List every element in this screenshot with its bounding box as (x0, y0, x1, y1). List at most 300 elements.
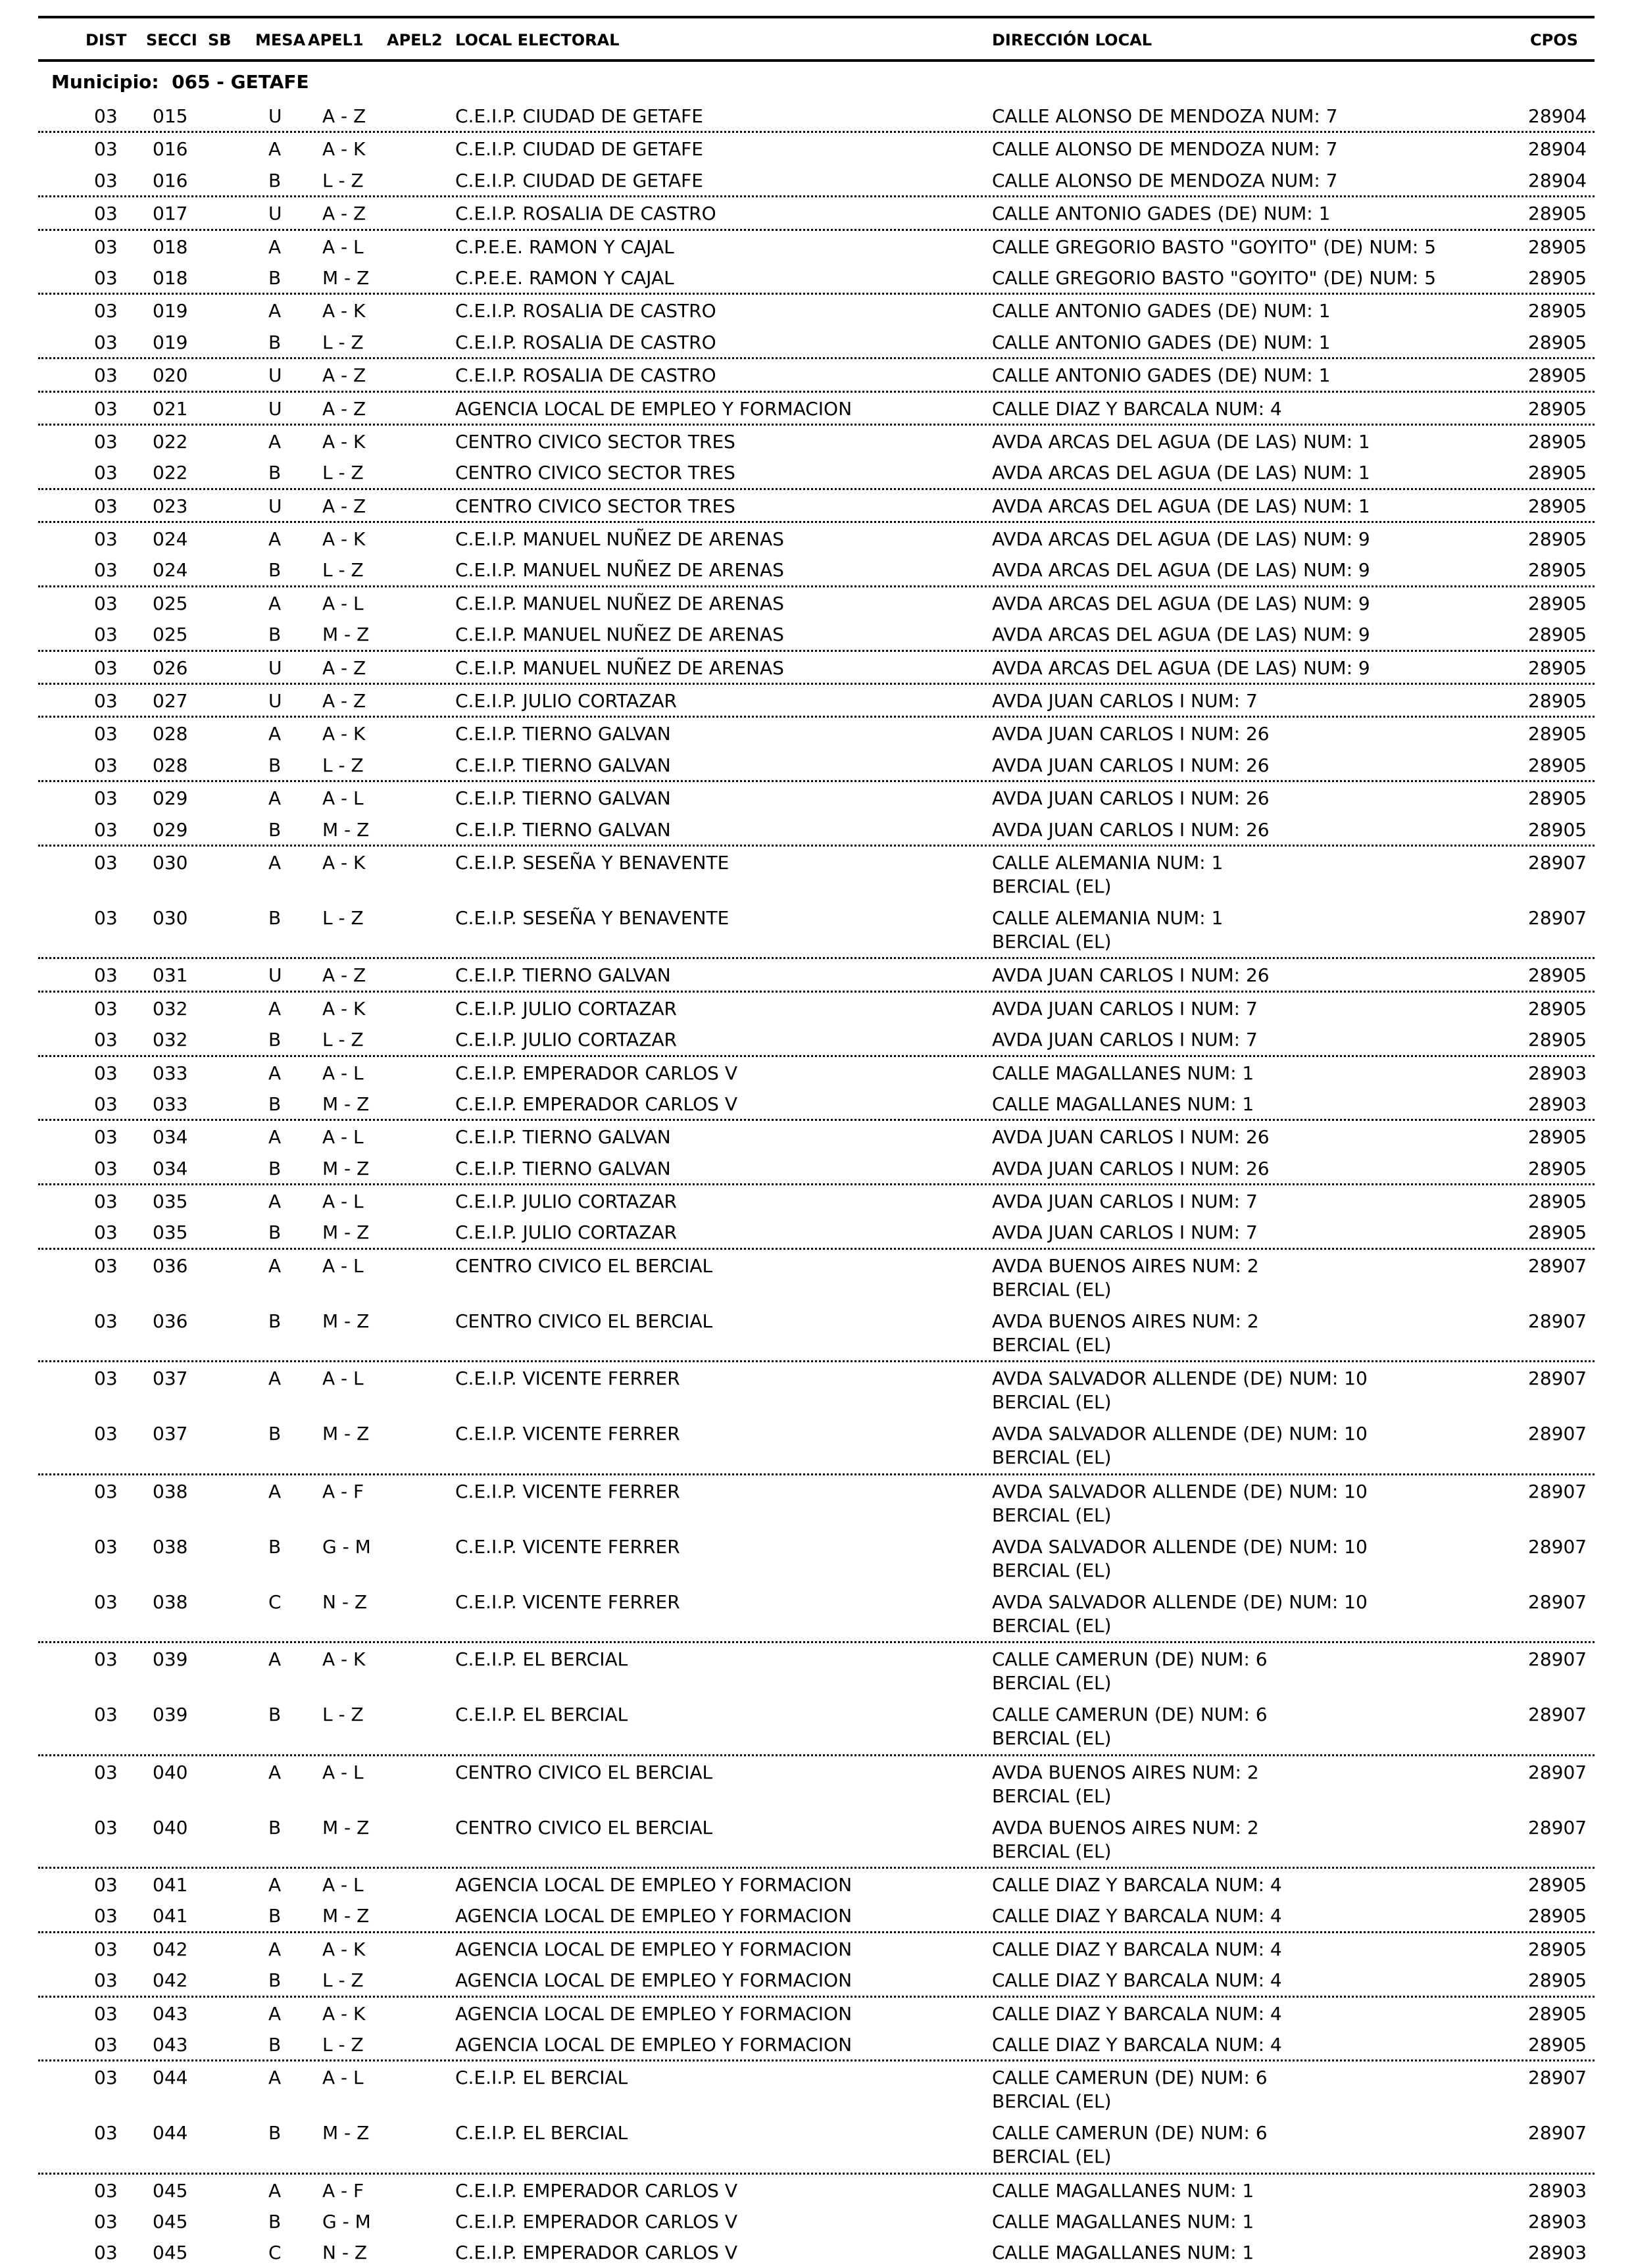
cell-dist: 03 (94, 1938, 118, 1960)
cell-direccion: AVDA SALVADOR ALLENDE (DE) NUM: 10 (992, 1535, 1368, 1558)
header-dist: DIST (86, 31, 127, 49)
cell-direccion: AVDA JUAN CARLOS I NUM: 7 (992, 1191, 1258, 1213)
table-row (38, 1152, 1595, 1183)
cell-dist: 03 (94, 300, 118, 322)
cell-direccion: CALLE DIAZ Y BARCALA NUM: 4 (992, 2033, 1282, 2056)
cell-direccion: CALLE MAGALLANES NUM: 1 (992, 2179, 1254, 2202)
cell-secci: 024 (153, 559, 188, 581)
cell-dist: 03 (94, 138, 118, 160)
cell-mesa: A (268, 997, 282, 1020)
cell-dist: 03 (94, 2211, 118, 2233)
cell-mesa: A (268, 2002, 282, 2025)
table-row (38, 1248, 1595, 1305)
cell-local: AGENCIA LOCAL DE EMPLEO Y FORMACION (455, 1969, 853, 1992)
cell-apel: A - L (322, 2067, 364, 2089)
cell-apel: A - L (322, 1368, 364, 1390)
cell-dist: 03 (94, 462, 118, 484)
cell-mesa: B (268, 1704, 282, 1726)
cell-mesa: C (268, 1591, 282, 1613)
cell-dist: 03 (94, 1535, 118, 1558)
cell-apel: M - Z (322, 1157, 370, 1179)
cell-local: AGENCIA LOCAL DE EMPLEO Y FORMACION (455, 1905, 853, 1927)
cell-dist: 03 (94, 1062, 118, 1084)
cell-local: C.E.I.P. MANUEL NUÑEZ DE ARENAS (455, 559, 784, 581)
cell-cpos: 28907 (1528, 1648, 1587, 1671)
cell-direccion-line2: BERCIAL (EL) (992, 1672, 1112, 1694)
cell-secci: 044 (153, 2122, 188, 2144)
cell-dist: 03 (94, 2242, 118, 2264)
cell-local: C.E.I.P. EL BERCIAL (455, 2067, 628, 2089)
header-cpos: CPOS (1530, 31, 1578, 49)
cell-cpos: 28905 (1528, 1029, 1587, 1051)
cell-secci: 040 (153, 1761, 188, 1783)
cell-mesa: B (268, 1093, 282, 1115)
table-row (38, 1641, 1595, 1698)
cell-local: CENTRO CIVICO SECTOR TRES (455, 430, 735, 453)
cell-apel: A - L (322, 787, 364, 810)
cell-local: C.E.I.P. TIERNO GALVAN (455, 1157, 671, 1179)
cell-cpos: 28903 (1528, 2211, 1587, 2233)
cell-dist: 03 (94, 1816, 118, 1838)
cell-apel: A - F (322, 1480, 364, 1502)
cell-local: C.E.I.P. VICENTE FERRER (455, 1423, 680, 1445)
cell-cpos: 28905 (1528, 1157, 1587, 1179)
cell-direccion: CALLE ALONSO DE MENDOZA NUM: 7 (992, 138, 1338, 160)
table-row (38, 293, 1595, 326)
cell-direccion: CALLE CAMERUN (DE) NUM: 6 (992, 2067, 1268, 2089)
cell-cpos: 28905 (1528, 1191, 1587, 1213)
cell-local: C.E.I.P. TIERNO GALVAN (455, 723, 671, 745)
cell-dist: 03 (94, 1761, 118, 1783)
cell-mesa: B (268, 559, 282, 581)
cell-cpos: 28905 (1528, 723, 1587, 745)
cell-secci: 038 (153, 1480, 188, 1502)
cell-local: C.E.I.P. TIERNO GALVAN (455, 964, 671, 987)
cell-local: C.E.I.P. TIERNO GALVAN (455, 818, 671, 841)
table-row (38, 618, 1595, 649)
cell-dist: 03 (94, 528, 118, 551)
table-row (38, 2173, 1595, 2206)
cell-mesa: B (268, 266, 282, 289)
cell-dist: 03 (94, 559, 118, 581)
cell-secci: 015 (153, 105, 188, 127)
cell-dist: 03 (94, 203, 118, 225)
cell-dist: 03 (94, 364, 118, 387)
cell-mesa: B (268, 1969, 282, 1992)
cell-direccion: CALLE ANTONIO GADES (DE) NUM: 1 (992, 364, 1331, 387)
cell-mesa: U (268, 364, 282, 387)
table-row (38, 2029, 1595, 2059)
cell-apel: M - Z (322, 2122, 370, 2144)
table-row (38, 845, 1595, 902)
cell-apel: M - Z (322, 818, 370, 841)
table-row (38, 1964, 1595, 1995)
cell-apel: M - Z (322, 1816, 370, 1838)
cell-mesa: A (268, 528, 282, 551)
header-direccion: DIRECCIÓN LOCAL (992, 31, 1152, 49)
cell-dist: 03 (94, 1704, 118, 1726)
cell-apel: A - K (322, 2002, 366, 2025)
cell-direccion: AVDA BUENOS AIRES NUM: 2 (992, 1310, 1259, 1333)
cell-mesa: A (268, 1254, 282, 1277)
cell-secci: 023 (153, 495, 188, 517)
cell-apel: L - Z (322, 1704, 364, 1726)
cell-apel: L - Z (322, 2033, 364, 2056)
cell-dist: 03 (94, 1368, 118, 1390)
cell-secci: 036 (153, 1310, 188, 1333)
cell-cpos: 28905 (1528, 203, 1587, 225)
cell-direccion: CALLE ALEMANIA NUM: 1 (992, 851, 1224, 874)
table-row (38, 1812, 1595, 1867)
cell-cpos: 28905 (1528, 235, 1587, 258)
cell-direccion: AVDA JUAN CARLOS I NUM: 26 (992, 964, 1270, 987)
cell-secci: 045 (153, 2179, 188, 2202)
cell-cpos: 28905 (1528, 997, 1587, 1020)
cell-direccion: AVDA SALVADOR ALLENDE (DE) NUM: 10 (992, 1423, 1368, 1445)
cell-direccion: AVDA SALVADOR ALLENDE (DE) NUM: 10 (992, 1591, 1368, 1613)
cell-dist: 03 (94, 624, 118, 646)
cell-secci: 033 (153, 1062, 188, 1084)
cell-apel: A - L (322, 592, 364, 614)
table-row (38, 1023, 1595, 1054)
cell-local: C.E.I.P. JULIO CORTAZAR (455, 1029, 677, 1051)
cell-cpos: 28905 (1528, 559, 1587, 581)
cell-dist: 03 (94, 1969, 118, 1992)
cell-local: C.E.I.P. EL BERCIAL (455, 2122, 628, 2144)
cell-cpos: 28907 (1528, 2122, 1587, 2144)
cell-direccion: AVDA JUAN CARLOS I NUM: 7 (992, 1221, 1258, 1244)
cell-dist: 03 (94, 592, 118, 614)
cell-direccion: CALLE ANTONIO GADES (DE) NUM: 1 (992, 331, 1331, 353)
cell-direccion: AVDA ARCAS DEL AGUA (DE LAS) NUM: 9 (992, 528, 1370, 551)
cell-dist: 03 (94, 1191, 118, 1213)
cell-cpos: 28905 (1528, 300, 1587, 322)
cell-cpos: 28904 (1528, 105, 1587, 127)
cell-mesa: B (268, 907, 282, 929)
header-apel1: APEL1 (308, 31, 364, 49)
cell-local: C.E.I.P. JULIO CORTAZAR (455, 690, 677, 712)
table-row (38, 554, 1595, 585)
cell-apel: A - K (322, 723, 366, 745)
cell-apel: L - Z (322, 1969, 364, 1992)
cell-mesa: A (268, 723, 282, 745)
cell-direccion: AVDA ARCAS DEL AGUA (DE LAS) NUM: 9 (992, 592, 1370, 614)
cell-cpos: 28903 (1528, 1062, 1587, 1084)
cell-secci: 043 (153, 2033, 188, 2056)
cell-dist: 03 (94, 430, 118, 453)
cell-dist: 03 (94, 851, 118, 874)
cell-local: C.E.I.P. ROSALIA DE CASTRO (455, 331, 716, 353)
cell-local: CENTRO CIVICO SECTOR TRES (455, 462, 735, 484)
cell-apel: G - M (322, 1535, 371, 1558)
cell-dist: 03 (94, 723, 118, 745)
cell-mesa: C (268, 2242, 282, 2264)
cell-direccion-line2: BERCIAL (EL) (992, 1559, 1112, 1581)
cell-dist: 03 (94, 656, 118, 679)
cell-mesa: B (268, 1905, 282, 1927)
cell-apel: M - Z (322, 1093, 370, 1115)
cell-apel: N - Z (322, 2242, 368, 2264)
cell-local: CENTRO CIVICO EL BERCIAL (455, 1310, 713, 1333)
cell-mesa: A (268, 235, 282, 258)
cell-apel: A - L (322, 1062, 364, 1084)
cell-dist: 03 (94, 495, 118, 517)
cell-apel: A - Z (322, 495, 366, 517)
cell-direccion: CALLE DIAZ Y BARCALA NUM: 4 (992, 2002, 1282, 2025)
cell-local: C.E.I.P. JULIO CORTAZAR (455, 1221, 677, 1244)
cell-apel: A - Z (322, 656, 366, 679)
cell-apel: A - K (322, 997, 366, 1020)
cell-mesa: A (268, 851, 282, 874)
cell-apel: A - K (322, 1648, 366, 1671)
cell-secci: 016 (153, 169, 188, 191)
cell-mesa: A (268, 787, 282, 810)
cell-direccion-line2: BERCIAL (EL) (992, 875, 1112, 897)
cell-apel: A - F (322, 2179, 364, 2202)
cell-direccion: CALLE ALONSO DE MENDOZA NUM: 7 (992, 105, 1338, 127)
cell-direccion-line2: BERCIAL (EL) (992, 1278, 1112, 1300)
cell-cpos: 28905 (1528, 964, 1587, 987)
cell-secci: 038 (153, 1591, 188, 1613)
cell-secci: 042 (153, 1969, 188, 1992)
table-row (38, 357, 1595, 390)
cell-apel: A - Z (322, 690, 366, 712)
cell-local: AGENCIA LOCAL DE EMPLEO Y FORMACION (455, 397, 853, 420)
cell-cpos: 28907 (1528, 851, 1587, 874)
cell-dist: 03 (94, 1905, 118, 1927)
cell-cpos: 28907 (1528, 1480, 1587, 1502)
cell-direccion-line2: BERCIAL (EL) (992, 2090, 1112, 2113)
cell-direccion: CALLE DIAZ Y BARCALA NUM: 4 (992, 397, 1282, 420)
table-row (38, 2206, 1595, 2236)
table-row (38, 100, 1595, 131)
cell-cpos: 28907 (1528, 1704, 1587, 1726)
cell-secci: 022 (153, 462, 188, 484)
cell-cpos: 28905 (1528, 1905, 1587, 1927)
cell-secci: 017 (153, 203, 188, 225)
municipio-heading (38, 62, 1595, 100)
cell-cpos: 28905 (1528, 1873, 1587, 1896)
cell-apel: A - K (322, 851, 366, 874)
cell-local: AGENCIA LOCAL DE EMPLEO Y FORMACION (455, 2002, 853, 2025)
cell-cpos: 28905 (1528, 754, 1587, 776)
cell-apel: N - Z (322, 1591, 368, 1613)
table-row (38, 780, 1595, 813)
cell-mesa: U (268, 964, 282, 987)
cell-apel: A - L (322, 1761, 364, 1783)
cell-secci: 019 (153, 300, 188, 322)
table-row (38, 164, 1595, 195)
cell-local: AGENCIA LOCAL DE EMPLEO Y FORMACION (455, 1938, 853, 1960)
cell-cpos: 28907 (1528, 1368, 1587, 1390)
cell-dist: 03 (94, 1157, 118, 1179)
table-row (38, 1183, 1595, 1216)
cell-secci: 035 (153, 1221, 188, 1244)
table-header (38, 16, 1595, 62)
cell-local: C.E.I.P. EMPERADOR CARLOS V (455, 1093, 738, 1115)
cell-direccion: AVDA ARCAS DEL AGUA (DE LAS) NUM: 9 (992, 624, 1370, 646)
cell-direccion: AVDA JUAN CARLOS I NUM: 7 (992, 997, 1258, 1020)
cell-secci: 032 (153, 997, 188, 1020)
table-row (38, 2236, 1595, 2267)
cell-direccion: AVDA ARCAS DEL AGUA (DE LAS) NUM: 1 (992, 462, 1370, 484)
cell-dist: 03 (94, 2179, 118, 2202)
cell-local: C.E.I.P. VICENTE FERRER (455, 1368, 680, 1390)
cell-direccion-line2: BERCIAL (EL) (992, 1727, 1112, 1750)
cell-apel: A - Z (322, 397, 366, 420)
cell-secci: 034 (153, 1126, 188, 1148)
cell-dist: 03 (94, 818, 118, 841)
cell-cpos: 28907 (1528, 1535, 1587, 1558)
cell-cpos: 28905 (1528, 690, 1587, 712)
cell-mesa: U (268, 690, 282, 712)
cell-secci: 018 (153, 235, 188, 258)
cell-cpos: 28907 (1528, 1254, 1587, 1277)
cell-apel: M - Z (322, 1905, 370, 1927)
cell-local: C.E.I.P. MANUEL NUÑEZ DE ARENAS (455, 624, 784, 646)
cell-direccion: CALLE ALONSO DE MENDOZA NUM: 7 (992, 169, 1338, 191)
cell-secci: 026 (153, 656, 188, 679)
cell-dist: 03 (94, 1873, 118, 1896)
cell-apel: A - K (322, 430, 366, 453)
table-row (38, 1698, 1595, 1754)
cell-mesa: U (268, 397, 282, 420)
table-row (38, 1360, 1595, 1418)
cell-mesa: B (268, 1535, 282, 1558)
cell-local: C.E.I.P. EMPERADOR CARLOS V (455, 2211, 738, 2233)
cell-apel: M - Z (322, 1221, 370, 1244)
cell-mesa: B (268, 1221, 282, 1244)
cell-secci: 034 (153, 1157, 188, 1179)
cell-cpos: 28904 (1528, 169, 1587, 191)
cell-mesa: A (268, 592, 282, 614)
cell-direccion-line2: BERCIAL (EL) (992, 931, 1112, 953)
cell-apel: A - K (322, 528, 366, 551)
table-row (38, 521, 1595, 554)
table-row (38, 1996, 1595, 2029)
cell-local: C.E.I.P. ROSALIA DE CASTRO (455, 364, 716, 387)
cell-secci: 038 (153, 1535, 188, 1558)
cell-direccion: AVDA ARCAS DEL AGUA (DE LAS) NUM: 9 (992, 559, 1370, 581)
cell-local: C.E.I.P. TIERNO GALVAN (455, 754, 671, 776)
cell-secci: 024 (153, 528, 188, 551)
cell-direccion: AVDA SALVADOR ALLENDE (DE) NUM: 10 (992, 1480, 1368, 1502)
cell-secci: 039 (153, 1648, 188, 1671)
table-row (38, 1055, 1595, 1088)
cell-dist: 03 (94, 1648, 118, 1671)
municipio-label: Municipio: (51, 71, 159, 93)
cell-cpos: 28905 (1528, 2033, 1587, 2056)
cell-local: C.E.I.P. JULIO CORTAZAR (455, 997, 677, 1020)
table-row (38, 131, 1595, 164)
cell-mesa: A (268, 1062, 282, 1084)
cell-secci: 043 (153, 2002, 188, 2025)
cell-direccion-line2: BERCIAL (EL) (992, 1615, 1112, 1637)
cell-secci: 021 (153, 397, 188, 420)
cell-direccion-line2: BERCIAL (EL) (992, 1334, 1112, 1356)
cell-apel: A - Z (322, 364, 366, 387)
table-row (38, 229, 1595, 262)
cell-cpos: 28903 (1528, 1093, 1587, 1115)
cell-dist: 03 (94, 1029, 118, 1051)
header-apel2: APEL2 (387, 31, 443, 49)
cell-dist: 03 (94, 997, 118, 1020)
cell-direccion: CALLE CAMERUN (DE) NUM: 6 (992, 1704, 1268, 1726)
cell-direccion: AVDA ARCAS DEL AGUA (DE LAS) NUM: 1 (992, 495, 1370, 517)
cell-local: C.E.I.P. CIUDAD DE GETAFE (455, 169, 703, 191)
cell-direccion: CALLE DIAZ Y BARCALA NUM: 4 (992, 1905, 1282, 1927)
cell-secci: 022 (153, 430, 188, 453)
cell-mesa: B (268, 1029, 282, 1051)
table-row (38, 1931, 1595, 1964)
cell-cpos: 28907 (1528, 1761, 1587, 1783)
cell-dist: 03 (94, 2033, 118, 2056)
header-local: LOCAL ELECTORAL (455, 31, 620, 49)
cell-mesa: B (268, 1816, 282, 1838)
cell-mesa: A (268, 1873, 282, 1896)
cell-secci: 016 (153, 138, 188, 160)
cell-local: C.E.I.P. ROSALIA DE CASTRO (455, 203, 716, 225)
cell-local: C.E.I.P. EMPERADOR CARLOS V (455, 2242, 738, 2264)
cell-mesa: A (268, 1938, 282, 1960)
cell-secci: 020 (153, 364, 188, 387)
cell-cpos: 28905 (1528, 818, 1587, 841)
cell-local: C.E.I.P. VICENTE FERRER (455, 1480, 680, 1502)
cell-cpos: 28905 (1528, 331, 1587, 353)
cell-apel: G - M (322, 2211, 371, 2233)
cell-apel: M - Z (322, 1310, 370, 1333)
cell-dist: 03 (94, 1221, 118, 1244)
cell-direccion: AVDA BUENOS AIRES NUM: 2 (992, 1761, 1259, 1783)
cell-cpos: 28905 (1528, 266, 1587, 289)
cell-direccion-line2: BERCIAL (EL) (992, 1446, 1112, 1469)
cell-dist: 03 (94, 787, 118, 810)
cell-direccion: CALLE DIAZ Y BARCALA NUM: 4 (992, 1873, 1282, 1896)
table-row (38, 1119, 1595, 1152)
cell-apel: A - K (322, 138, 366, 160)
cell-apel: M - Z (322, 266, 370, 289)
cell-direccion: CALLE MAGALLANES NUM: 1 (992, 1093, 1254, 1115)
cell-direccion: AVDA JUAN CARLOS I NUM: 26 (992, 1126, 1270, 1148)
cell-cpos: 28907 (1528, 1310, 1587, 1333)
cell-apel: A - L (322, 235, 364, 258)
cell-dist: 03 (94, 1480, 118, 1502)
cell-direccion: CALLE MAGALLANES NUM: 1 (992, 2211, 1254, 2233)
table-row (38, 716, 1595, 749)
cell-direccion: CALLE MAGALLANES NUM: 1 (992, 2242, 1254, 2264)
cell-direccion-line2: BERCIAL (EL) (992, 1391, 1112, 1414)
table-row (38, 902, 1595, 957)
cell-local: C.E.I.P. SESEÑA Y BENAVENTE (455, 907, 730, 929)
cell-mesa: B (268, 1310, 282, 1333)
table-row (38, 991, 1595, 1023)
cell-mesa: B (268, 462, 282, 484)
cell-mesa: B (268, 2033, 282, 2056)
table-row (38, 814, 1595, 845)
cell-direccion: AVDA ARCAS DEL AGUA (DE LAS) NUM: 1 (992, 430, 1370, 453)
cell-apel: A - Z (322, 105, 366, 127)
cell-secci: 032 (153, 1029, 188, 1051)
cell-local: C.E.I.P. EL BERCIAL (455, 1704, 628, 1726)
cell-local: C.E.I.P. MANUEL NUÑEZ DE ARENAS (455, 656, 784, 679)
cell-cpos: 28907 (1528, 2067, 1587, 2089)
cell-direccion: CALLE CAMERUN (DE) NUM: 6 (992, 1648, 1268, 1671)
cell-apel: L - Z (322, 907, 364, 929)
cell-local: C.E.I.P. TIERNO GALVAN (455, 787, 671, 810)
cell-secci: 035 (153, 1191, 188, 1213)
cell-direccion: CALLE CAMERUN (DE) NUM: 6 (992, 2122, 1268, 2144)
cell-local: C.E.I.P. CIUDAD DE GETAFE (455, 138, 703, 160)
